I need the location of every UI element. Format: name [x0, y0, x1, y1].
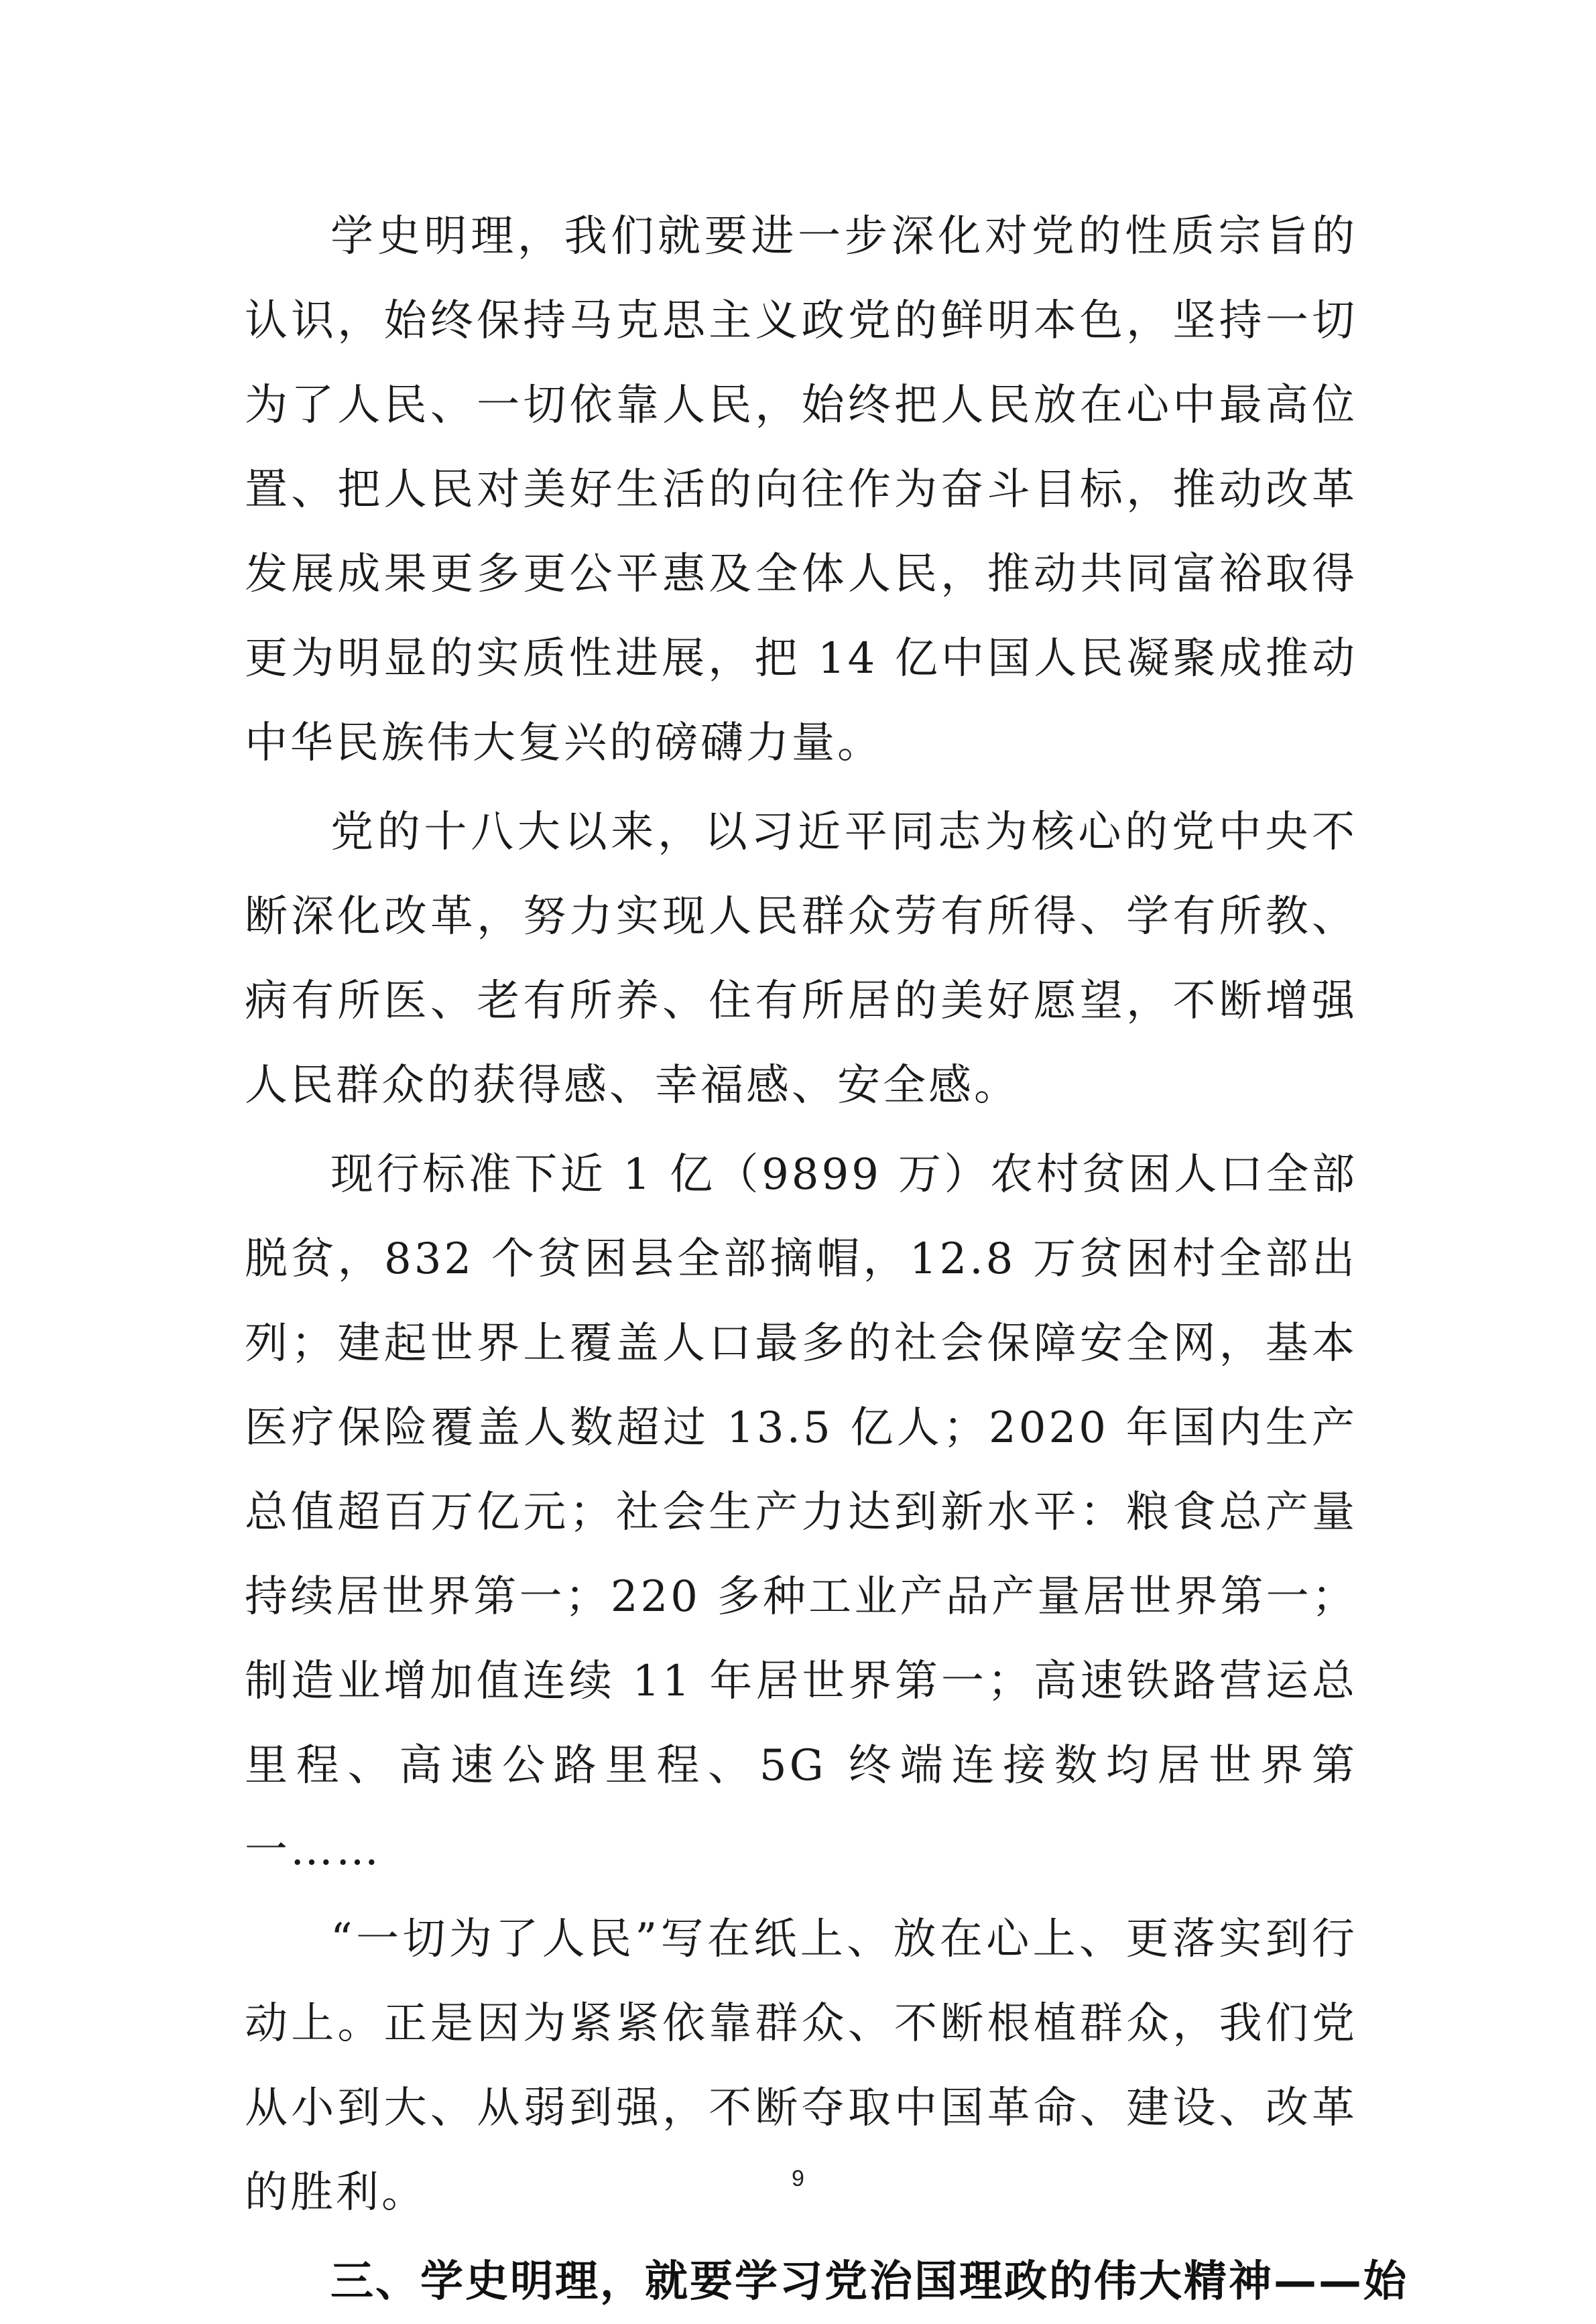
body-text	[245, 194, 1408, 2324]
paragraph-3: 现行标准下近 1 亿（9899 万）农村贫困人口全部脱贫，832 个贫困县全部摘帽，12.8 万贫困村全部出列；建起世界上覆盖人口最多的社会保障安全网，基本医疗保险覆盖人数超过 13.5 亿人；2020 年国内生产总值超百万亿元；社会生产力达到新水平：粮食总产量持续居世界第一；220 多种工业产品产量居世界第一；制造业增加值连续 11 年居世界第一；高速铁路营运总里程、高速公路里程、5G 终端连接数均居世界第一……	[245, 1150, 1357, 1875]
paragraph-2: 党的十八大以来，以习近平同志为核心的党中央不断深化改革，努力实现人民群众劳有所得、学有所教、病有所医、老有所养、住有所居的美好愿望，不断增强人民群众的获得感、幸福感、安全感。	[245, 808, 1357, 1110]
paragraph-1: 学史明理，我们就要进一步深化对党的性质宗旨的认识，始终保持马克思主义政党的鲜明本色，坚持一切为了人民、一切依靠人民，始终把人民放在心中最高位置、把人民对美好生活的向往作为奋斗目标，推动改革发展成果更多更公平惠及全体人民，推动共同富裕取得更为明显的实质性进展，把 14 亿中国人民凝聚成推动中华民族伟大复兴的磅礴力量。	[245, 212, 1357, 768]
paragraph-4: “一切为了人民”写在纸上、放在心上、更落实到行动上。正是因为紧紧依靠群众、不断根植群众，我们党从小到大、从弱到强，不断夺取中国革命、建设、改革的胜利。	[245, 1915, 1357, 2217]
page-number: 9	[792, 2166, 804, 2191]
section-heading: 三、学史明理，就要学习党治国理政的伟大精神——始	[330, 2257, 1408, 2307]
